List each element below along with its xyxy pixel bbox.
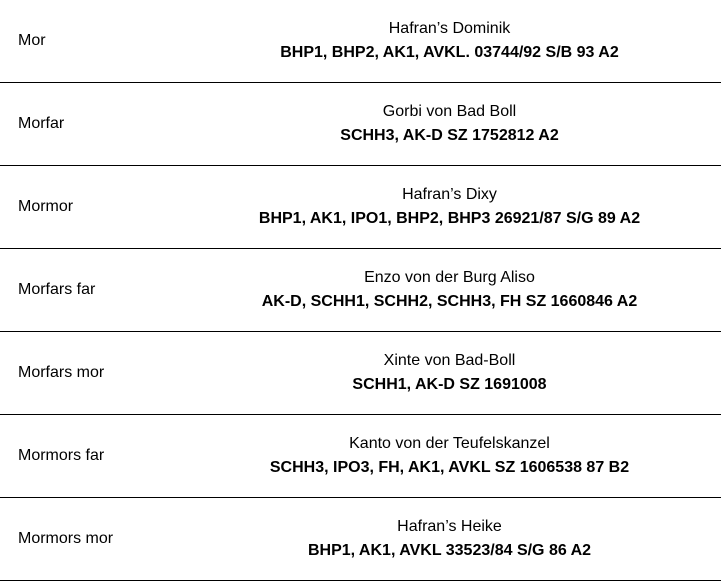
- relation-label: Mormor: [18, 198, 74, 215]
- relation-label: Morfar: [18, 115, 65, 132]
- dog-cell: [178, 498, 721, 581]
- relation-label: Morfars far: [18, 281, 96, 298]
- table-row: [0, 0, 721, 83]
- dog-cell: [178, 83, 721, 166]
- dog-titles: SCHH1, AK-D SZ 1691008: [352, 376, 547, 393]
- dog-titles: BHP1, AK1, IPO1, BHP2, BHP3 26921/87 S/G 89 A2: [258, 210, 641, 227]
- table-row: [0, 166, 721, 249]
- dog-titles: SCHH3, IPO3, FH, AK1, AVKL SZ 1606538 87 B2: [269, 459, 630, 476]
- dog-titles: AK-D, SCHH1, SCHH2, SCHH3, FH SZ 1660846 A2: [261, 293, 638, 310]
- dog-name: Kanto von der Teufelskanzel: [349, 435, 550, 452]
- table-row: [0, 415, 721, 498]
- relation-label: Mormors mor: [18, 530, 114, 547]
- table-row: [0, 332, 721, 415]
- dog-titles: BHP1, AK1, AVKL 33523/84 S/G 86 A2: [307, 542, 592, 559]
- dog-cell: [178, 332, 721, 415]
- dog-cell: [178, 249, 721, 332]
- table-row: [0, 498, 721, 581]
- dog-cell: [178, 0, 721, 83]
- dog-titles: BHP1, BHP2, AK1, AVKL. 03744/92 S/B 93 A2: [280, 44, 619, 61]
- dog-name: Hafran’s Heike: [397, 518, 502, 535]
- dog-titles: SCHH3, AK-D SZ 1752812 A2: [340, 127, 559, 144]
- relation-label: Mormors far: [18, 447, 105, 464]
- dog-name: Hafran’s Dominik: [388, 20, 511, 37]
- table-row: [0, 249, 721, 332]
- table-row: [0, 83, 721, 166]
- relation-label: Mor: [18, 32, 46, 49]
- dog-cell: [178, 166, 721, 249]
- relation-label: Morfars mor: [18, 364, 105, 381]
- dog-name: Hafran’s Dixy: [402, 186, 497, 203]
- dog-name: Gorbi von Bad Boll: [382, 103, 517, 120]
- dog-name: Enzo von der Burg Aliso: [364, 269, 535, 286]
- dog-cell: [178, 415, 721, 498]
- dog-name: Xinte von Bad-Boll: [383, 352, 516, 369]
